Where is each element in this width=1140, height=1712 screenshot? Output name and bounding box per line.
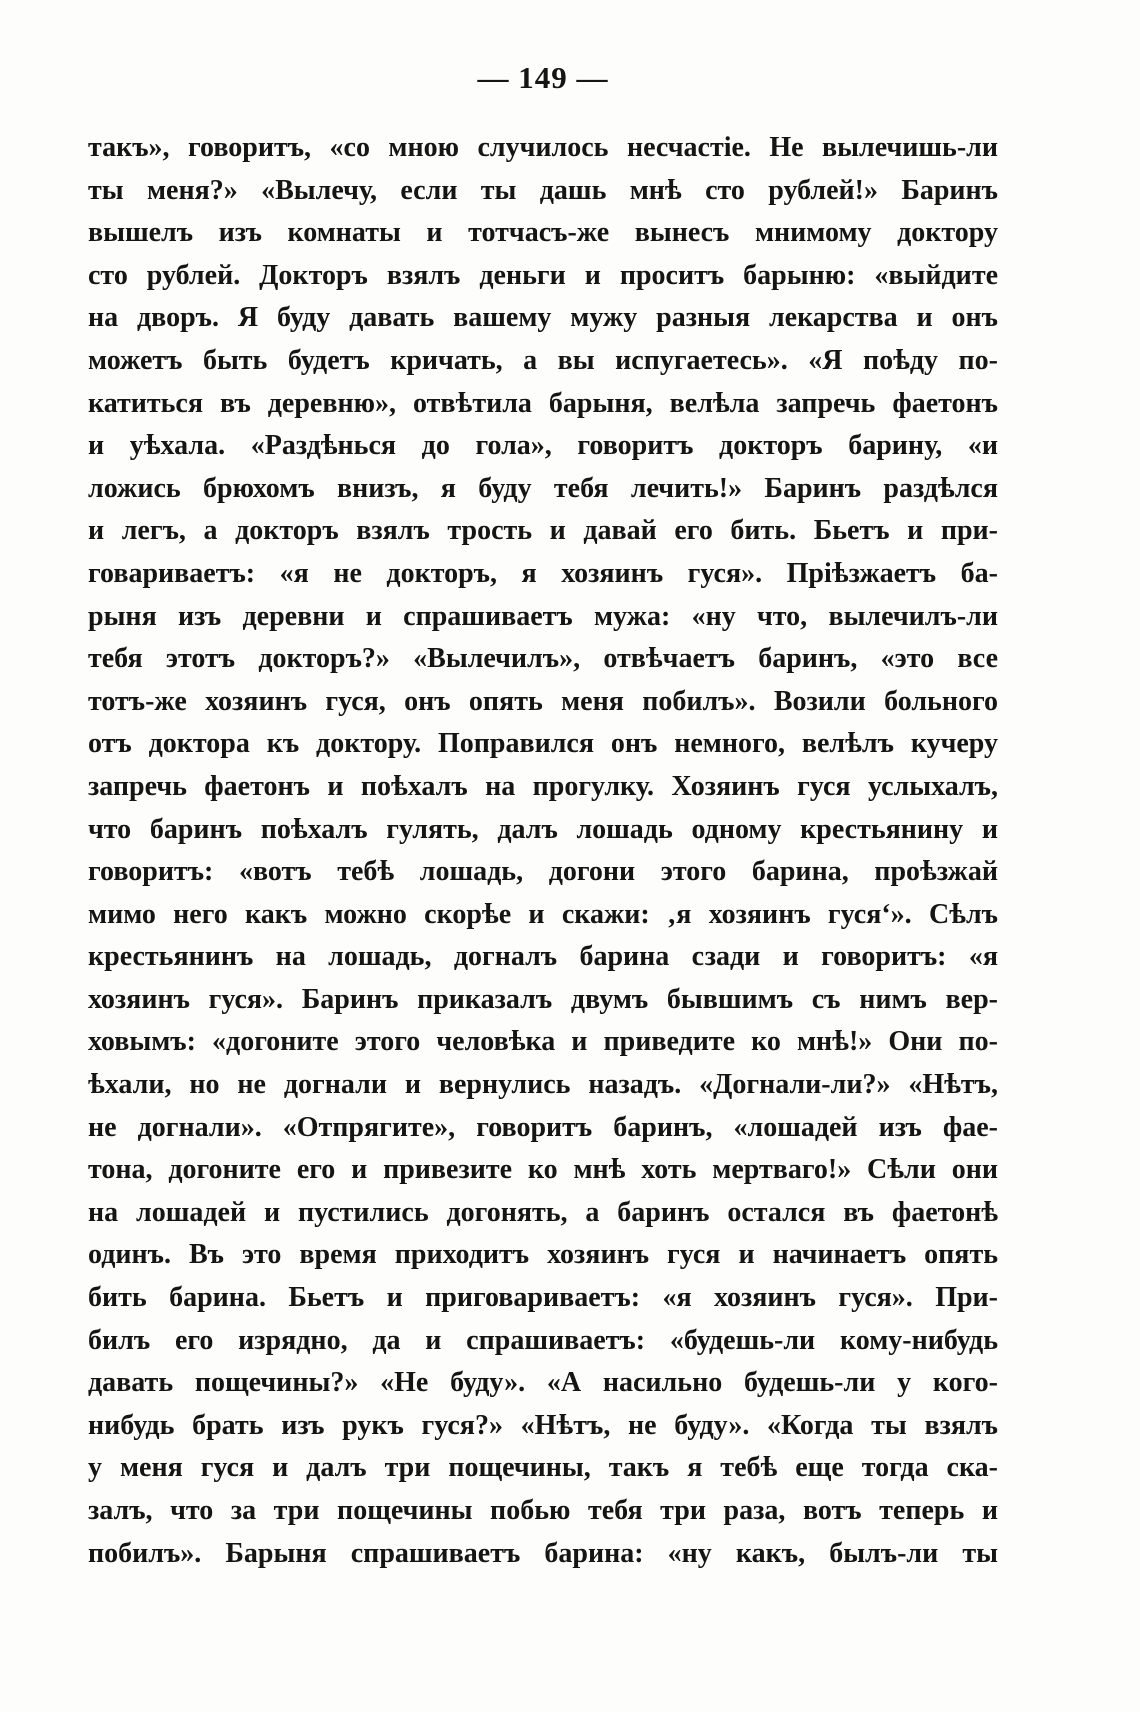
text-line: что баринъ поѣхалъ гулять, далъ лошадь одному крестьянину и — [88, 813, 998, 845]
text-line: и уѣхала. «Раздѣнься до гола», говоритъ докторъ барину, «и — [88, 430, 998, 462]
text-line: ложись брюхомъ внизъ, я буду тебя лечить!» Баринъ раздѣлся — [88, 472, 998, 504]
text-line: можетъ быть будетъ кричать, а вы испугаетесь». «Я поѣду по- — [88, 344, 998, 376]
text-line: катиться въ деревню», отвѣтила барыня, велѣла запречь фаетонъ — [88, 387, 998, 419]
text-line: у меня гуся и далъ три пощечины, такъ я тебѣ еще тогда ска- — [88, 1452, 998, 1484]
text-line: билъ его изрядно, да и спрашиваетъ: «будешь-ли кому-нибудь — [88, 1324, 998, 1356]
text-line: хозяинъ гуся». Баринъ приказалъ двумъ бывшимъ съ нимъ вер- — [88, 983, 998, 1015]
text-line: сто рублей. Докторъ взялъ деньги и проситъ барыню: «выйдите — [88, 259, 998, 291]
text-line: мимо него какъ можно скорѣе и скажи: ‚я хозяинъ гуся‘». Сѣлъ — [88, 898, 998, 930]
text-line: говариваетъ: «я не докторъ, я хозяинъ гуся». Пріѣзжаетъ ба- — [88, 557, 998, 589]
text-line: крестьянинъ на лошадь, догналъ барина сзади и говоритъ: «я — [88, 941, 998, 973]
text-line: тебя этотъ докторъ?» «Вылечилъ», отвѣчаетъ баринъ, «это все — [88, 643, 998, 675]
text-line: такъ», говоритъ, «со мною случилось несчастіе. Не вылечишь-ли — [88, 132, 998, 163]
text-line: на лошадей и пустились догонять, а баринъ остался въ фаетонѣ — [88, 1196, 998, 1228]
text-line: одинъ. Въ это время приходитъ хозяинъ гуся и начинаетъ опять — [88, 1239, 998, 1271]
text-line: рыня изъ деревни и спрашиваетъ мужа: «ну что, вылечилъ-ли — [88, 600, 998, 632]
text-line: тотъ-же хозяинъ гуся, онъ опять меня побилъ». Возили больного — [88, 685, 998, 717]
text-line: залъ, что за три пощечины побью тебя три раза, вотъ теперь и — [88, 1495, 998, 1526]
text-line: ты меня?» «Вылечу, если ты дашь мнѣ сто рублей!» Баринъ — [88, 174, 998, 206]
text-line: ховымъ: «догоните этого человѣка и приведите ко мнѣ!» Они по- — [88, 1026, 998, 1058]
text-line: на дворъ. Я буду давать вашему мужу разныя лекарства и онъ — [88, 302, 998, 334]
text-line: побилъ». Барыня спрашиваетъ барина: «ну какъ, былъ-ли ты — [88, 1537, 998, 1569]
text-line: давать пощечины?» «Не буду». «А насильно будешь-ли у кого- — [88, 1367, 998, 1399]
page-number: — 149 — — [477, 60, 609, 95]
text-line: запречь фаетонъ и поѣхалъ на прогулку. Хозяинъ гуся услыхалъ, — [88, 770, 998, 802]
text-line: отъ доктора къ доктору. Поправился онъ немного, велѣлъ кучеру — [88, 728, 998, 760]
text-line: вышелъ изъ комнаты и тотчасъ-же вынесъ мнимому доктору — [88, 217, 998, 249]
text-line: не догнали». «Отпрягите», говоритъ баринъ, «лошадей изъ фае- — [88, 1111, 998, 1143]
text-line: нибудь брать изъ рукъ гуся?» «Нѣтъ, не буду». «Когда ты взялъ — [88, 1409, 998, 1441]
text-line: говоритъ: «вотъ тебѣ лошадь, догони этого барина, проѣзжай — [88, 856, 998, 888]
text-line: бить барина. Бьетъ и приговариваетъ: «я хозяинъ гуся». При- — [88, 1282, 998, 1314]
text-line: и легъ, а докторъ взялъ трость и давай его бить. Бьетъ и при- — [88, 515, 998, 547]
text-line: тона, догоните его и привезите ко мнѣ хоть мертваго!» Сѣли они — [88, 1154, 998, 1186]
text-line: ѣхали, но не догнали и вернулись назадъ. «Догнали-ли?» «Нѣтъ, — [88, 1069, 998, 1101]
body-text — [88, 127, 998, 1575]
